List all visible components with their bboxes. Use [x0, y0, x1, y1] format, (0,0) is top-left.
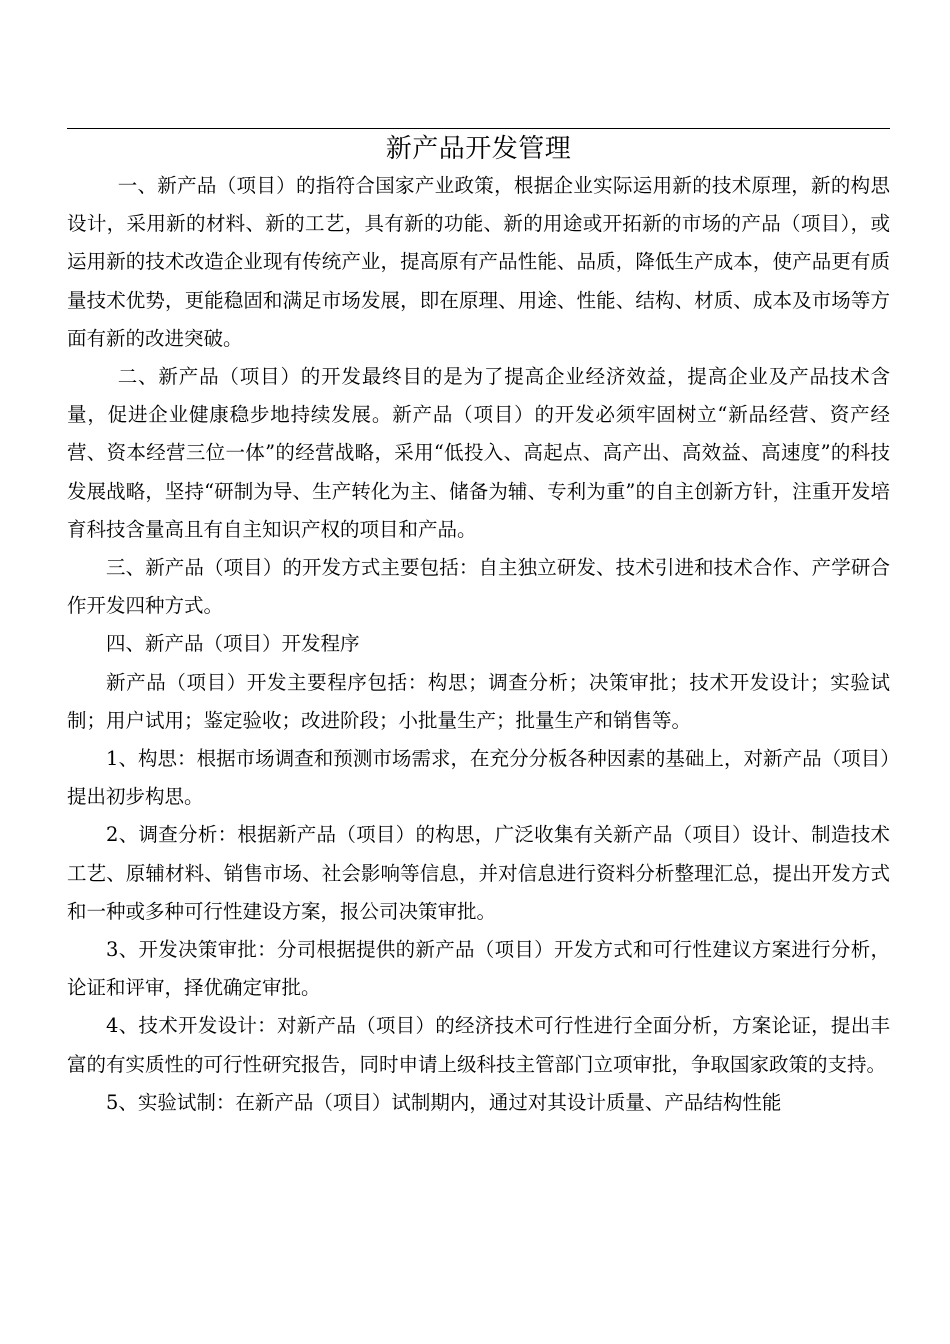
paragraph-2: 二、新产品（项目）的开发最终目的是为了提高企业经济效益，提高企业及产品技术含量，促进企业健康稳步地持续发展。新产品（项目）的开发必须牢固树立“新品经营、资产经营、资本经营三位一体”的经营战略，采用“低投入、高起点、高产出、高效益、高速度”的科技发展战略，坚持“研制为导、生产转化为主、储备为辅、专利为重”的自主创新方针，注重开发培育科技含量高且有自主知识产权的项目和产品。 — [67, 365, 890, 541]
paragraph-3: 三、新产品（项目）的开发方式主要包括：自主独立研发、技术引进和技术合作、产学研合作开发四种方式。 — [67, 556, 890, 618]
paragraph-9: 4、技术开发设计：对新产品（项目）的经济技术可行性进行全面分析，方案论证，提出丰富的有实质性的可行性研究报告，同时申请上级科技主管部门立项审批，争取国家政策的支持。 — [67, 1014, 890, 1076]
document-body — [67, 167, 890, 1122]
paragraph-8: 3、开发决策审批：分司根据提供的新产品（项目）开发方式和可行性建议方案进行分析，论证和评审，择优确定审批。 — [67, 938, 890, 1000]
header-rule — [67, 128, 890, 129]
paragraph-10: 5、实验试制：在新产品（项目）试制期内，通过对其设计质量、产品结构性能 — [106, 1090, 782, 1114]
paragraph-7: 2、调查分析：根据新产品（项目）的构思，广泛收集有关新产品（项目）设计、制造技术工艺、原辅材料、销售市场、社会影响等信息，并对信息进行资料分析整理汇总，提出开发方式和一种或多种可行性建设方案，报公司决策审批。 — [67, 823, 890, 923]
paragraph-5: 新产品（项目）开发主要程序包括：构思；调查分析；决策审批；技术开发设计；实验试制；用户试用；鉴定验收；改进阶段；小批量生产；批量生产和销售等。 — [67, 670, 890, 732]
paragraph-6: 1、构思：根据市场调查和预测市场需求，在充分分板各种因素的基础上，对新产品（项目）提出初步构思。 — [67, 747, 890, 809]
paragraph-1: 一、新产品（项目）的指符合国家产业政策，根据企业实际运用新的技术原理，新的构思设计，采用新的材料、新的工艺，具有新的功能、新的用途或开拓新的市场的产品（项目），或运用新的技术改造企业现有传统产业，提高原有产品性能、品质，降低生产成本，使产品更有质量技术优势，更能稳固和满足市场发展，即在原理、用途、性能、结构、材质、成本及市场等方面有新的改进突破。 — [67, 174, 890, 350]
document-title: 新产品开发管理 — [385, 134, 572, 164]
paragraph-4: 四、新产品（项目）开发程序 — [106, 632, 360, 656]
